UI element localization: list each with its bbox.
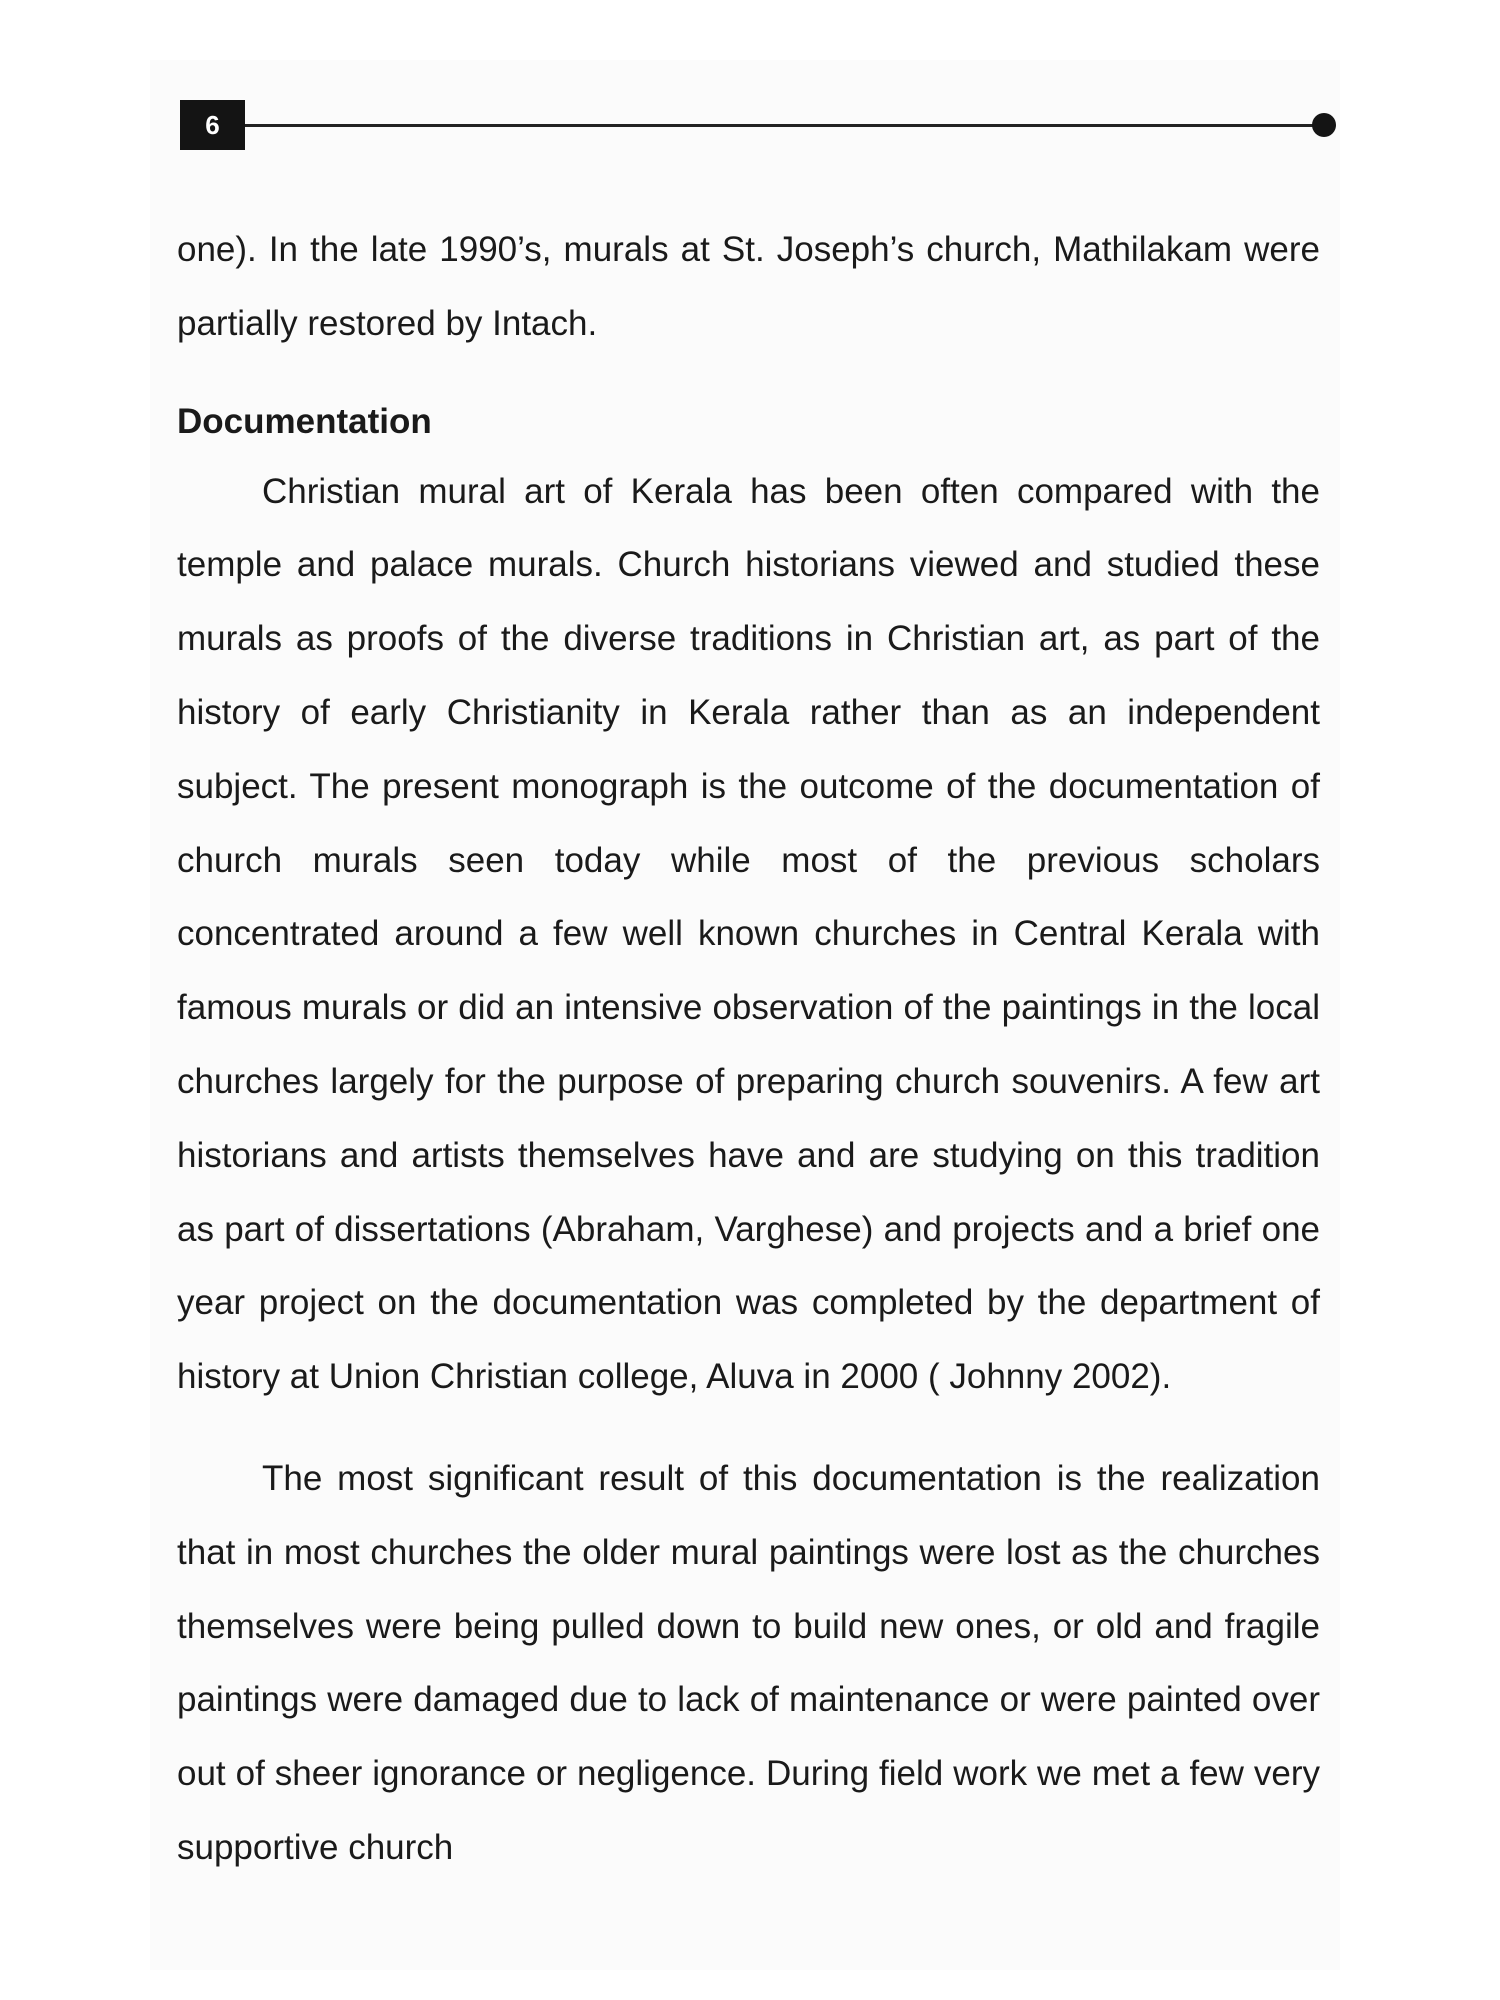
header-dot-ornament: [1312, 113, 1336, 137]
page-number: 6: [180, 100, 245, 150]
body-text: [177, 213, 1320, 1885]
paragraph: Christian mural art of Kerala has been often compared with the temple and palace murals. Church historians viewed and studied these murals as proofs of the diverse traditions in Christian art, as part of the history of early Christianity in Kerala rather than as an independent subject. The present monograph is the outcome of the documentation of church murals seen today while most of the previous scholars concentrated around a few well known churches in Central Kerala with famous murals or did an intensive observation of the paintings in the local churches largely for the purpose of preparing church souvenirs. A few art historians and artists themselves have and are studying on this tradition as part of dissertations (Abraham, Varghese) and projects and a brief one year project on the documentation was completed by the department of history at Union Christian college, Aluva in 2000 ( Johnny 2002).: [177, 471, 1320, 1397]
paragraph: The most significant result of this documentation is the realization that in most churches the older mural paintings were lost as the churches themselves were being pulled down to build new ones, or old and fragile paintings were damaged due to lack of maintenance or were painted over out of sheer ignorance or negligence. During field work we met a few very supportive church: [177, 1458, 1320, 1867]
header-rule: [245, 124, 1317, 127]
section-heading: Documentation: [177, 401, 432, 441]
continuation-paragraph: one). In the late 1990’s, murals at St. Joseph’s church, Mathilakam were partially restored by Intach.: [177, 230, 1320, 343]
page-header: [180, 100, 1335, 155]
